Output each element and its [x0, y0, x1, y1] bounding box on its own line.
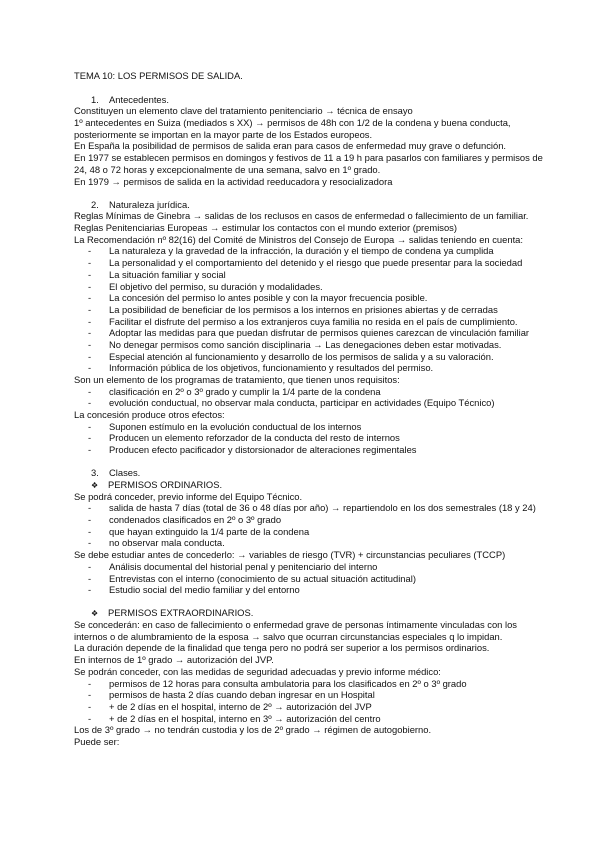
- list-item: - Análisis documental del historial penal y penitenciario del interno: [88, 560, 378, 572]
- dash-bullet: -: [88, 420, 92, 432]
- text-line: Se concederán: en caso de fallecimiento o enfermedad grave de personas íntimamente vinculadas con los: [74, 619, 517, 631]
- list-item: - clasificación en 2º o 3º grado y cumplir la 1/4 parte de la condena: [88, 385, 381, 397]
- requirements-list: [74, 386, 554, 409]
- text-line: 1º antecedentes en Suiza (mediados s XX) → permisos de 48h con 1/2 de la condena y buena conducta,: [74, 117, 511, 129]
- list-item: - No denegar permisos como sanción disciplinaria → Las denegaciones deben estar motivadas.: [88, 338, 502, 350]
- list-item: - no observar mala conducta.: [88, 537, 225, 549]
- list-item: - La situación familiar y social: [88, 268, 226, 280]
- dash-bullet: -: [88, 327, 92, 339]
- list-item: - evolución conductual, no observar mala conducta, participar en actividades (Equipo Técnico): [88, 397, 495, 409]
- list-item: - La posibilidad de beneficiar de los permisos a los internos en prisiones abiertas y de cerradas: [88, 303, 498, 315]
- dash-bullet: -: [88, 560, 92, 572]
- list-item: - Información pública de los objetivos, funcionamiento y resultados del permiso.: [88, 362, 434, 374]
- ordinary-study-list: [74, 561, 554, 596]
- dash-bullet: -: [88, 268, 92, 280]
- dash-bullet: -: [88, 502, 92, 514]
- dash-bullet: -: [88, 397, 92, 409]
- list-item: - + de 2 días en el hospital, interno en 3º → autorización del centro: [88, 712, 381, 724]
- section-2-list: [74, 245, 554, 374]
- page-title: TEMA 10: LOS PERMISOS DE SALIDA.: [74, 70, 243, 81]
- list-item: - condenados clasificados en 2º o 3º grado: [88, 514, 282, 526]
- dash-bullet: -: [88, 444, 92, 456]
- section-1-heading: 1. Antecedentes.: [91, 93, 169, 105]
- text-line: En 1979 → permisos de salida en la actividad reeducadora y resocializadora: [74, 175, 393, 187]
- dash-bullet: -: [88, 338, 92, 350]
- text-line: Los de 3º grado → no tendrán custodia y los de 2º grado → régimen de autogobierno.: [74, 724, 432, 736]
- diamond-bullet-icon: ❖: [91, 481, 99, 490]
- dash-bullet: -: [88, 315, 92, 327]
- text-line: posteriormente se importan en la mayor parte de los Estados europeos.: [74, 128, 373, 140]
- requirements-intro: Son un elemento de los programas de tratamiento, que tienen unos requisitos:: [74, 374, 400, 385]
- dash-bullet: -: [88, 280, 92, 292]
- list-item: - Especial atención al funcionamiento y desarrollo de los permisos de salida y a su valoración.: [88, 350, 494, 362]
- dash-bullet: -: [88, 350, 92, 362]
- dash-bullet: -: [88, 525, 92, 537]
- effects-list: [74, 421, 554, 456]
- list-item: - Producen un elemento reforzador de la conducta del resto de internos: [88, 432, 400, 444]
- list-item: - Adoptar las medidas para que puedan disfrutar de permisos quienes carezcan de vinculación familiar: [88, 327, 530, 339]
- list-item: - Suponen estímulo en la evolución conductual de los internos: [88, 420, 362, 432]
- text-line: Constituyen un elemento clave del tratamiento penitenciario → técnica de ensayo: [74, 105, 413, 117]
- dash-bullet: -: [88, 584, 92, 596]
- list-item: - salida de hasta 7 días (total de 36 o 48 días por año) → repartiendolo en los dos semestrales (18 y 24): [88, 502, 536, 514]
- section-1-body: [74, 105, 554, 187]
- dash-bullet: -: [88, 700, 92, 712]
- extraordinary-intro: [74, 619, 554, 677]
- extraordinary-list: [74, 678, 554, 725]
- dash-bullet: -: [88, 245, 92, 257]
- dash-bullet: -: [88, 689, 92, 701]
- section-3-heading: 3. Clases.: [91, 467, 141, 479]
- dash-bullet: -: [88, 537, 92, 549]
- list-item: - que hayan extinguido la 1/4 parte de la condena: [88, 525, 310, 537]
- extraordinary-end: [74, 724, 554, 747]
- effects-intro: La concesión produce otros efectos:: [74, 409, 225, 421]
- list-item: - El objetivo del permiso, su duración y modalidades.: [88, 280, 323, 292]
- dash-bullet: -: [88, 303, 92, 315]
- text-line: En 1977 se establecen permisos en domingos y festivos de 11 a 19 h para pasarlos con familiares y permisos de: [74, 152, 543, 164]
- text-line: En España la posibilidad de permisos de salida eran para casos de enfermedad muy grave o defunción.: [74, 140, 507, 152]
- dash-bullet: -: [88, 385, 92, 397]
- section-2-heading: 2. Naturaleza jurídica.: [91, 198, 190, 210]
- list-item: - permisos de 12 horas para consulta ambulatoria para los clasificados en 2º o 3º grado: [88, 677, 467, 689]
- section-number: 3.: [91, 467, 99, 479]
- dash-bullet: -: [88, 292, 92, 304]
- list-item: - La concesión del permiso lo antes posible y con la mayor frecuencia posible.: [88, 292, 428, 304]
- text-line: Reglas Penitenciarias Europeas → estimular los contactos con el mundo exterior (premisos): [74, 222, 457, 234]
- document-page: [74, 70, 554, 748]
- dash-bullet: -: [88, 572, 92, 584]
- list-item: - permisos de hasta 2 días cuando deban ingresar en un Hospital: [88, 689, 375, 701]
- section-number: 1.: [91, 93, 99, 105]
- list-item: - Facilitar el disfrute del permiso a los extranjeros cuya familia no resida en el país de cumplimiento.: [88, 315, 518, 327]
- dash-bullet: -: [88, 514, 92, 526]
- ordinary-permits-heading: ❖ PERMISOS ORDINARIOS.: [91, 479, 223, 490]
- text-line: Se podrán conceder, con las medidas de seguridad adecuadas y previo informe médico:: [74, 665, 441, 677]
- dash-bullet: -: [88, 712, 92, 724]
- diamond-bullet-icon: ❖: [91, 609, 99, 619]
- dash-bullet: -: [88, 362, 92, 374]
- text-line: La duración depende de la finalidad que tenga pero no podrá ser superior a los permisos ordinarios.: [74, 642, 490, 654]
- text-line: La Recomendación nº 82(16) del Comité de Ministros del Consejo de Europa → salidas teniendo en cuenta:: [74, 233, 524, 245]
- list-item: - La naturaleza y la gravedad de la infracción, la duración y el tiempo de condena ya cumplida: [88, 245, 494, 257]
- section-number: 2.: [91, 198, 99, 210]
- dash-bullet: -: [88, 677, 92, 689]
- dash-bullet: -: [88, 432, 92, 444]
- dash-bullet: -: [88, 257, 92, 269]
- text-line: Puede ser:: [74, 735, 120, 747]
- text-line: internos o de alumbramiento de la esposa → salvo que ocurran circunstancias especiales q lo impidan.: [74, 630, 503, 642]
- list-item: - Entrevistas con el interno (conocimiento de su actual situación actitudinal): [88, 572, 416, 584]
- list-item: - La personalidad y el comportamiento del detenido y el riesgo que puede presentar para la sociedad: [88, 257, 523, 269]
- section-2-intro: [74, 210, 554, 245]
- list-item: - + de 2 días en el hospital, interno de 2º → autorización del JVP: [88, 700, 372, 712]
- ordinary-intro: Se podrá conceder, previo informe del Equipo Técnico.: [74, 490, 303, 502]
- extraordinary-permits-heading: ❖ PERMISOS EXTRAORDINARIOS.: [91, 607, 254, 619]
- ordinary-study-intro: Se debe estudiar antes de concederlo: → variables de riesgo (TVR) + circunstancias peculiares (TCCP): [74, 549, 506, 561]
- text-line: En internos de 1º grado → autorización del JVP.: [74, 654, 274, 666]
- list-item: - Estudio social del medio familiar y del entorno: [88, 584, 300, 596]
- ordinary-list: [74, 502, 554, 549]
- list-item: - Producen efecto pacificador y distorsionador de alteraciones regimentales: [88, 444, 417, 456]
- text-line: 24, 48 o 72 horas y excepcionalmente de una semana, salvo en 1º grado.: [74, 163, 381, 175]
- text-line: Reglas Mínimas de Ginebra → salidas de los reclusos en casos de enfermedad o fallecimiento de un familiar.: [74, 210, 529, 222]
